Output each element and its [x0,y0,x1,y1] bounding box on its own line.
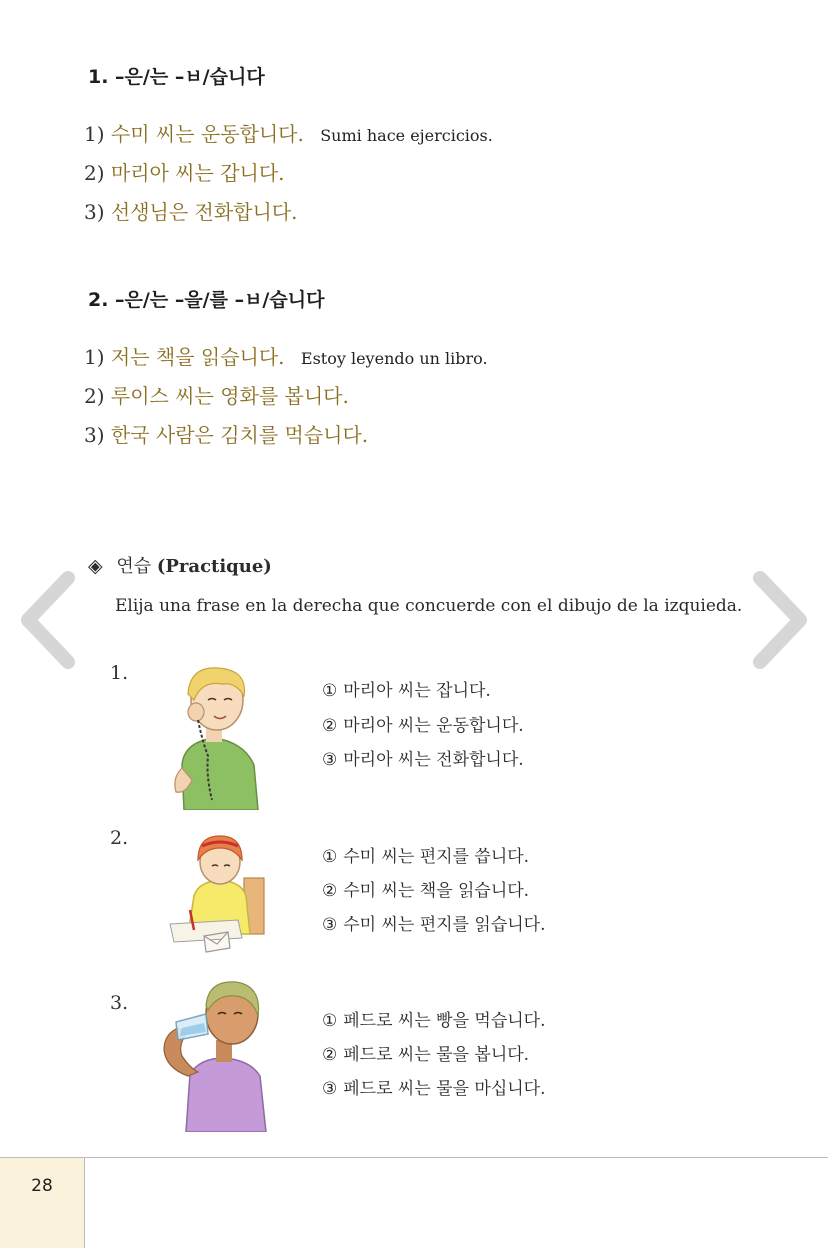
example-number: 2) [84,384,105,408]
footer-divider [0,1157,828,1158]
question-number: 3. [110,992,129,1014]
option-text: 페드로 씨는 물을 마십니다. [343,1079,546,1099]
option-text: 수미 씨는 편지를 씁니다. [343,847,530,867]
example-korean: 저는 책을 읽습니다. [110,345,285,369]
example-number: 2) [84,161,105,185]
example-number: 3) [84,423,105,447]
section-1-example-3 [84,196,298,225]
man-drinking-illustration [158,976,273,1132]
option-mark: ③ [322,915,338,935]
chevron-right-icon[interactable] [752,570,812,670]
option-text: 수미 씨는 책을 읽습니다. [343,881,530,901]
page-number-tab [0,1158,85,1248]
section-1-example-1 [84,118,493,147]
example-korean: 루이스 씨는 영화를 봅니다. [110,384,349,408]
practice-title [88,552,272,578]
option-3-3 [322,1074,546,1099]
option-2-2 [322,876,529,901]
chevron-left-icon[interactable] [16,570,76,670]
section-2-heading: 2. –은/는 –을/를 –ㅂ/습니다 [88,289,325,311]
option-mark: ③ [322,750,338,770]
diamond-icon: ◈ [88,555,103,577]
section-2-example-1 [84,341,488,370]
option-3-1 [322,1006,546,1031]
option-mark: ② [322,1045,338,1065]
option-mark: ① [322,1011,338,1031]
option-1-1 [322,676,491,701]
option-2-1 [322,842,529,867]
option-mark: ① [322,847,338,867]
example-korean: 마리아 씨는 갑니다. [110,161,285,185]
section-1-example-2 [84,157,285,186]
option-text: 마리아 씨는 잡니다. [343,681,491,701]
example-spanish: Estoy leyendo un libro. [300,349,488,368]
example-number: 1) [84,345,105,369]
man-on-phone-illustration [162,660,267,810]
example-korean: 한국 사람은 김치를 먹습니다. [110,423,369,447]
practice-title-spanish: (Practique) [156,556,272,577]
option-2-3 [322,910,546,935]
option-1-2 [322,711,524,736]
section-1-heading: 1. –은/는 –ㅂ/습니다 [88,66,265,88]
example-number: 1) [84,122,105,146]
option-mark: ② [322,881,338,901]
option-text: 마리아 씨는 전화합니다. [343,750,524,770]
example-korean: 수미 씨는 운동합니다. [110,122,304,146]
example-spanish: Sumi hace ejercicios. [320,126,493,145]
option-3-2 [322,1040,529,1065]
option-1-3 [322,745,524,770]
option-mark: ③ [322,1079,338,1099]
option-mark: ① [322,681,338,701]
example-number: 3) [84,200,105,224]
option-text: 수미 씨는 편지를 읽습니다. [343,915,546,935]
example-korean: 선생님은 전화합니다. [110,200,298,224]
option-mark: ② [322,716,338,736]
page-number: 28 [31,1176,53,1196]
option-text: 페드로 씨는 빵을 먹습니다. [343,1011,546,1031]
option-text: 마리아 씨는 운동합니다. [343,716,524,736]
option-text: 페드로 씨는 물을 봅니다. [343,1045,530,1065]
question-number: 2. [110,827,129,849]
section-2-example-2 [84,380,349,409]
question-number: 1. [110,662,129,684]
practice-instruction: Elija una frase en la derecha que concuerde con el dibujo de la izquieda. [115,596,743,616]
section-2-example-3 [84,419,368,448]
practice-title-korean: 연습 [116,556,152,577]
girl-writing-illustration [168,826,273,961]
